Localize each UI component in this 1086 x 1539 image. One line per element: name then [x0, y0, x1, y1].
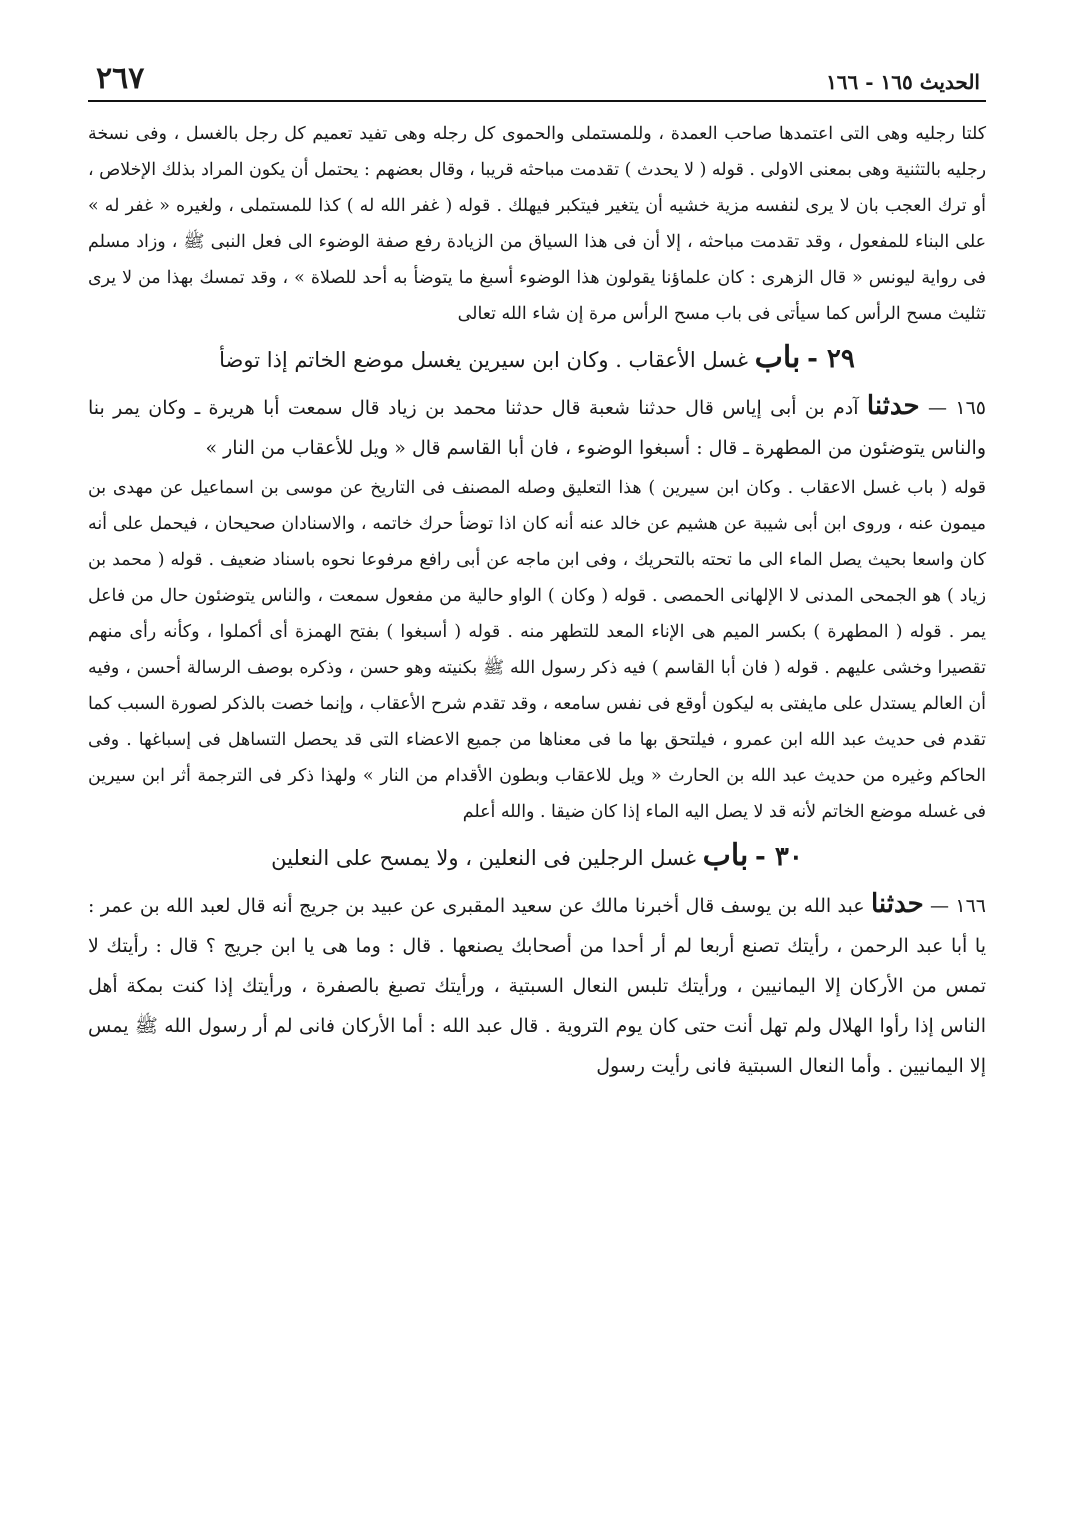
chapter-heading-30 — [88, 830, 986, 884]
hadith-165 — [88, 386, 986, 468]
hadith-text: آدم بن أبى إياس قال حدثنا شعبة قال حدثنا محمد بن زياد قال سمعت أبا هريرة ـ وكان يمر بنا والناس يتوضئون من المطهرة ـ قال : أسبغوا الوضوء ، فان أبا القاسم قال « ويل للأعقاب من النار » — [88, 397, 986, 459]
page-header — [88, 48, 986, 102]
hadith-number: ١٦٦ — — [930, 895, 986, 917]
hadith-166 — [88, 884, 986, 1086]
chapter-bab-label: باب — [754, 340, 801, 375]
chapter-title: غسل الأعقاب . وكان ابن سيرين يغسل موضع الخاتم إذا توضأ — [219, 348, 748, 372]
chapter-number: ٢٩ - — [807, 344, 855, 374]
page-body — [88, 116, 986, 1086]
chapter-heading-29 — [88, 332, 986, 386]
hadith-opener: حدثنا — [866, 391, 920, 421]
chapter-title: غسل الرجلين فى النعلين ، ولا يمسح على النعلين — [271, 846, 696, 870]
chapter-number: ٣٠ - — [755, 842, 803, 872]
hadith-number: ١٦٥ — — [928, 397, 987, 419]
hadith-opener: حدثنا — [870, 889, 924, 919]
page-number: ٢٦٧ — [96, 61, 145, 96]
running-title: الحديث ١٦٥ - ١٦٦ — [826, 70, 980, 94]
commentary-paragraph-top: كلتا رجليه وهى التى اعتمدها صاحب العمدة ، وللمستملى والحموى كل رجله وهى تفيد تعميم كل رجل بالغسل ، وفى نسخة رجليه بالتثنية وهى بمعنى الاولى . قوله ( لا يحدث ) تقدمت مباحثه قريبا ، وقال بعضهم : يحتمل أن يكون المراد بذلك الإخلاص ، أو ترك العجب بان لا يرى لنفسه مزية خشيه أن يتغير فيتكبر فيهلك . قوله ( غفر الله له ) كذا للمستملى ، ولغيره « غفر له » على البناء للمفعول ، وقد تقدمت مباحثه ، إلا أن فى هذا السياق من الزيادة رفع صفة الوضوء الى فعل النبى ﷺ ، وزاد مسلم فى رواية ليونس « قال الزهرى : كان علماؤنا يقولون هذا الوضوء أسبغ ما يتوضأ به أحد للصلاة » ، وقد تمسك بهذا من لا يرى تثليث مسح الرأس كما سيأتى فى باب مسح الرأس مرة إن شاء الله تعالى — [88, 124, 986, 324]
hadith-text: عبد الله بن يوسف قال أخبرنا مالك عن سعيد المقبرى عن عبيد بن جريج أنه قال لعبد الله بن عمر : يا أبا عبد الرحمن ، رأيتك تصنع أربعا لم أر أحدا من أصحابك يصنعها . قال : وما هى يا ابن جريج ؟ قال : رأيتك لا تمس من الأركان إلا اليمانيين ، ورأيتك تلبس النعال السبتية ، ورأيتك تصبغ بالصفرة ، ورأيتك إذا كنت بمكة أهل الناس إذا رأوا الهلال ولم تهل أنت حتى كان يوم التروية . قال عبد الله : أما الأركان فانى لم أر رسول الله ﷺ يمس إلا اليمانيين . وأما النعال السبتية فانى رأيت رسول — [88, 895, 986, 1077]
commentary-paragraph-165: قوله ( باب غسل الاعقاب . وكان ابن سيرين ) هذا التعليق وصله المصنف فى التاريخ عن موسى بن اسماعيل عن مهدى بن ميمون عنه ، وروى ابن أبى شيبة عن هشيم عن خالد عنه أنه كان اذا توضأ حرك خاتمه ، والاسنادان صحيحان ، فيحمل على أنه كان واسعا بحيث يصل الماء الى ما تحته بالتحريك ، وفى ابن ماجه عن أبى رافع مرفوعا نحوه باسناد ضعيف . قوله ( محمد بن زياد ) هو الجمحى المدنى لا الإلهانى الحمصى . قوله ( وكان ) الواو حالية من مفعول سمعت ، والناس يتوضئون حال من فاعل يمر . قوله ( المطهرة ) بكسر الميم هى الإناء المعد للتطهر منه . قوله ( أسبغوا ) بفتح الهمزة أى أكملوا ، وكأنه رأى منهم تقصيرا وخشى عليهم . قوله ( فان أبا القاسم ) فيه ذكر رسول الله ﷺ بكنيته وهو حسن ، وذكره بوصف الرسالة أحسن ، وفيه أن العالم يستدل على مايفتى به ليكون أوقع فى نفس سامعه ، وقد تقدم شرح الأعقاب ، وإنما خصت بالذكر لصورة السبب كما تقدم فى حديث عبد الله ابن عمرو ، فيلتحق بها ما فى معناها من جميع الاعضاء التى قد يحصل التساهل فى إسباغها . وفى الحاكم وغيره من حديث عبد الله بن الحارث « ويل للاعقاب وبطون الأقدام من النار » ولهذا ذكر فى الترجمة أثر ابن سيرين فى غسله موضع الخاتم لأنه قد لا يصل اليه الماء إذا كان ضيقا . والله أعلم — [88, 478, 987, 822]
chapter-bab-label: باب — [702, 838, 749, 873]
